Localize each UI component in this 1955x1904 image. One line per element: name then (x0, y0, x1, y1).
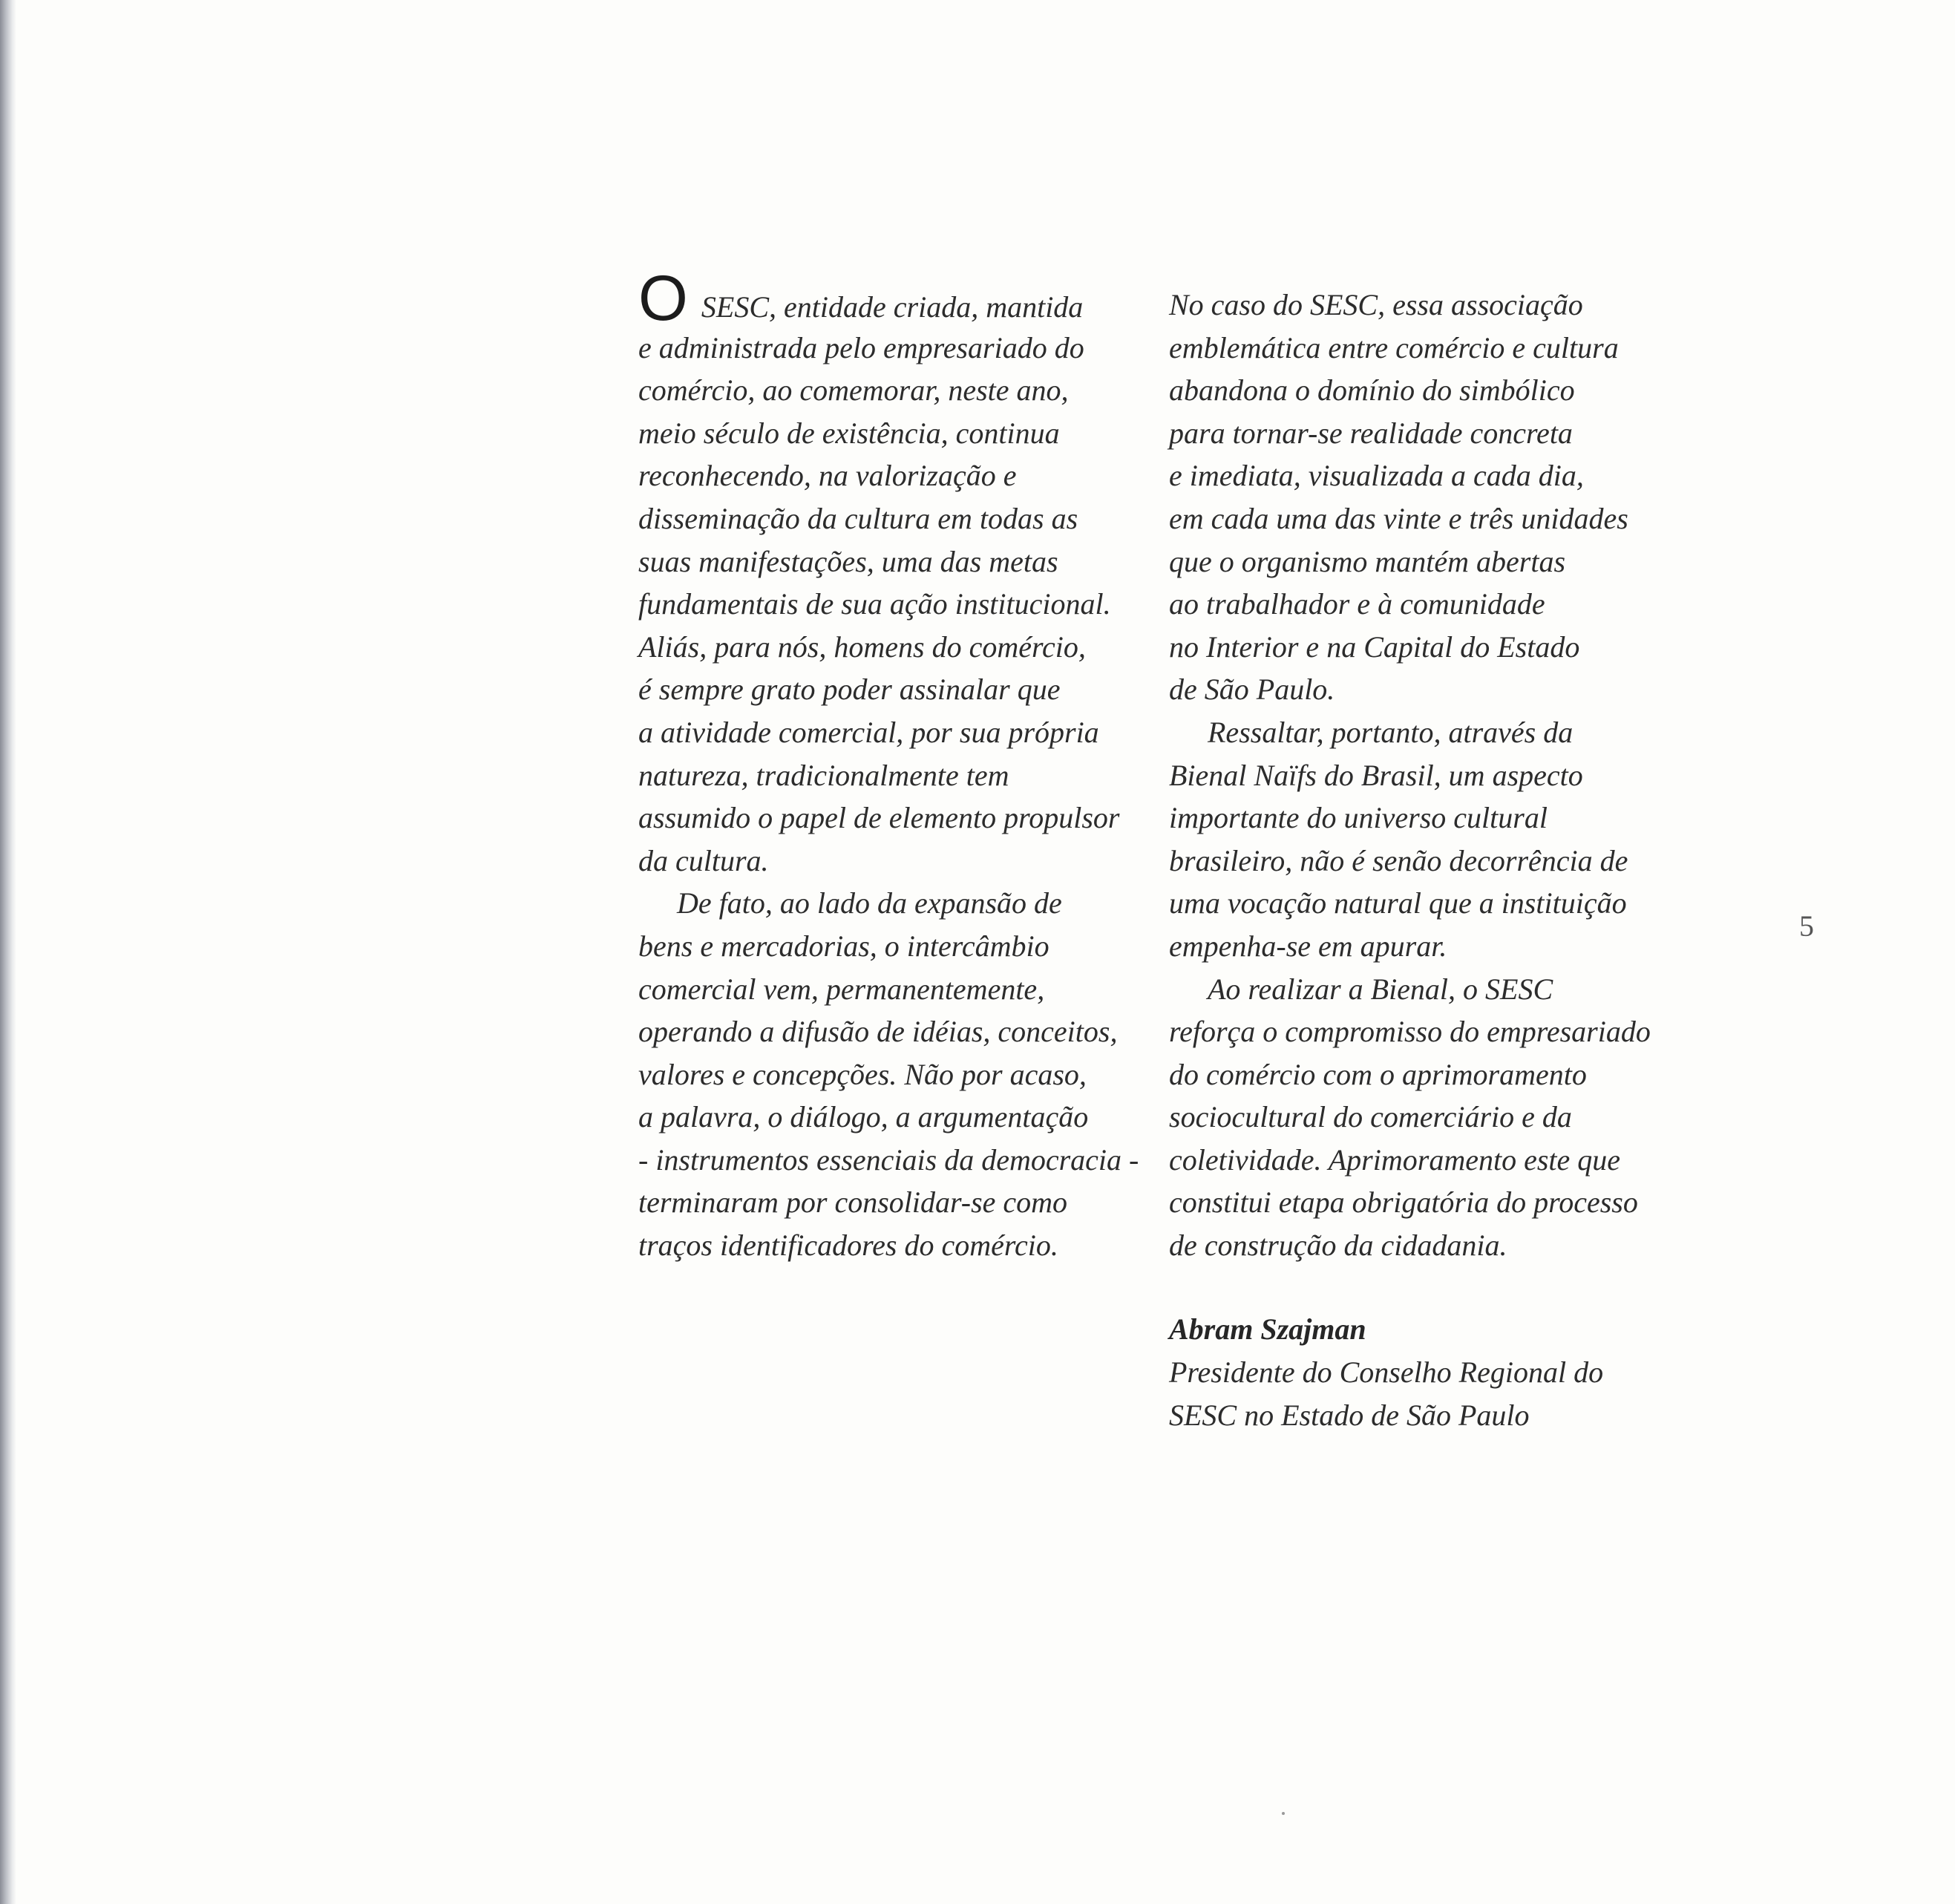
paragraph-start-line: Ao realizar a Bienal, o SESC (1208, 972, 1553, 1006)
text-line: de construção da cidadania. (1169, 1229, 1507, 1263)
text-line: brasileiro, não é senão decorrência de (1169, 843, 1628, 877)
text-line: assumido o papel de elemento propulsor (638, 801, 1120, 835)
text-line: operando a difusão de idéias, conceitos, (638, 1015, 1118, 1049)
text-line: a atividade comercial, por sua própria (638, 715, 1099, 749)
text-line: traços identificadores do comércio. (638, 1229, 1058, 1263)
first-line-text: SESC, entidade criada, mantida (701, 290, 1084, 324)
text-line: abandona o domínio do simbólico (1169, 373, 1575, 408)
text-line: do comércio com o aprimoramento (1169, 1057, 1587, 1091)
text-line: valores e concepções. Não por acaso, (638, 1057, 1087, 1091)
text-line: sociocultural do comerciário e da (1169, 1100, 1572, 1134)
text-line: reconhecendo, na valorização e (638, 459, 1017, 493)
text-line: Aliás, para nós, homens do comércio, (638, 629, 1086, 664)
text-line: de São Paulo. (1169, 673, 1335, 707)
signatory-title: SESC no Estado de São Paulo (1169, 1398, 1530, 1432)
paragraph-start-line: De fato, ao lado da expansão de (677, 886, 1062, 920)
paper-speck (1282, 1812, 1285, 1815)
text-line: No caso do SESC, essa associação (1169, 288, 1583, 321)
text-line: meio século de existência, continua (638, 416, 1060, 450)
signatory-title: Presidente do Conselho Regional do (1169, 1355, 1604, 1389)
text-line: uma vocação natural que a instituição (1169, 886, 1627, 920)
text-line: coletividade. Aprimoramento este que (1169, 1142, 1621, 1177)
text-line: terminaram por consolidar-se como (638, 1185, 1068, 1220)
text-line: suas manifestações, uma das metas (638, 544, 1058, 578)
text-line: é sempre grato poder assinalar que (638, 673, 1061, 707)
right-text-column (1169, 284, 1659, 1267)
paragraph-start-line: Ressaltar, portanto, através da (1208, 715, 1574, 749)
text-line: empenha-se em apurar. (1169, 929, 1447, 963)
text-line: no Interior e na Capital do Estado (1169, 629, 1580, 664)
drop-cap: O (638, 263, 688, 334)
text-line: bens e mercadorias, o intercâmbio (638, 929, 1049, 963)
signature-block (1169, 1308, 1603, 1437)
text-line: - instrumentos essenciais da democracia - (638, 1142, 1139, 1177)
text-line: e imediata, visualizada a cada dia, (1169, 459, 1584, 493)
binding-shadow (0, 0, 16, 1904)
page-number: 5 (1799, 909, 1814, 943)
text-line: comercial vem, permanentemente, (638, 972, 1045, 1006)
text-line: que o organismo mantém abertas (1169, 544, 1566, 578)
text-line: a palavra, o diálogo, a argumentação (638, 1100, 1089, 1134)
text-line: da cultura. (638, 843, 769, 877)
text-line: emblemática entre comércio e cultura (1169, 330, 1619, 364)
text-line: disseminação da cultura em todas as (638, 501, 1078, 535)
left-text-column (638, 263, 1139, 1267)
text-line: natureza, tradicionalmente tem (638, 758, 1009, 792)
text-line: ao trabalhador e à comunidade (1169, 587, 1545, 621)
text-line: e administrada pelo empresariado do (638, 330, 1084, 364)
text-line: constitui etapa obrigatória do processo (1169, 1185, 1638, 1220)
text-line: comércio, ao comemorar, neste ano, (638, 373, 1069, 408)
text-line: Bienal Naïfs do Brasil, um aspecto (1169, 758, 1583, 792)
first-line (638, 263, 1128, 334)
text-line: para tornar-se realidade concreta (1169, 416, 1573, 450)
text-line: reforça o compromisso do empresariado (1169, 1015, 1651, 1049)
text-line: fundamentais de sua ação institucional. (638, 587, 1111, 621)
text-line: em cada uma das vinte e três unidades (1169, 501, 1628, 535)
text-line: importante do universo cultural (1169, 801, 1548, 835)
signatory-name: Abram Szajman (1169, 1312, 1366, 1346)
